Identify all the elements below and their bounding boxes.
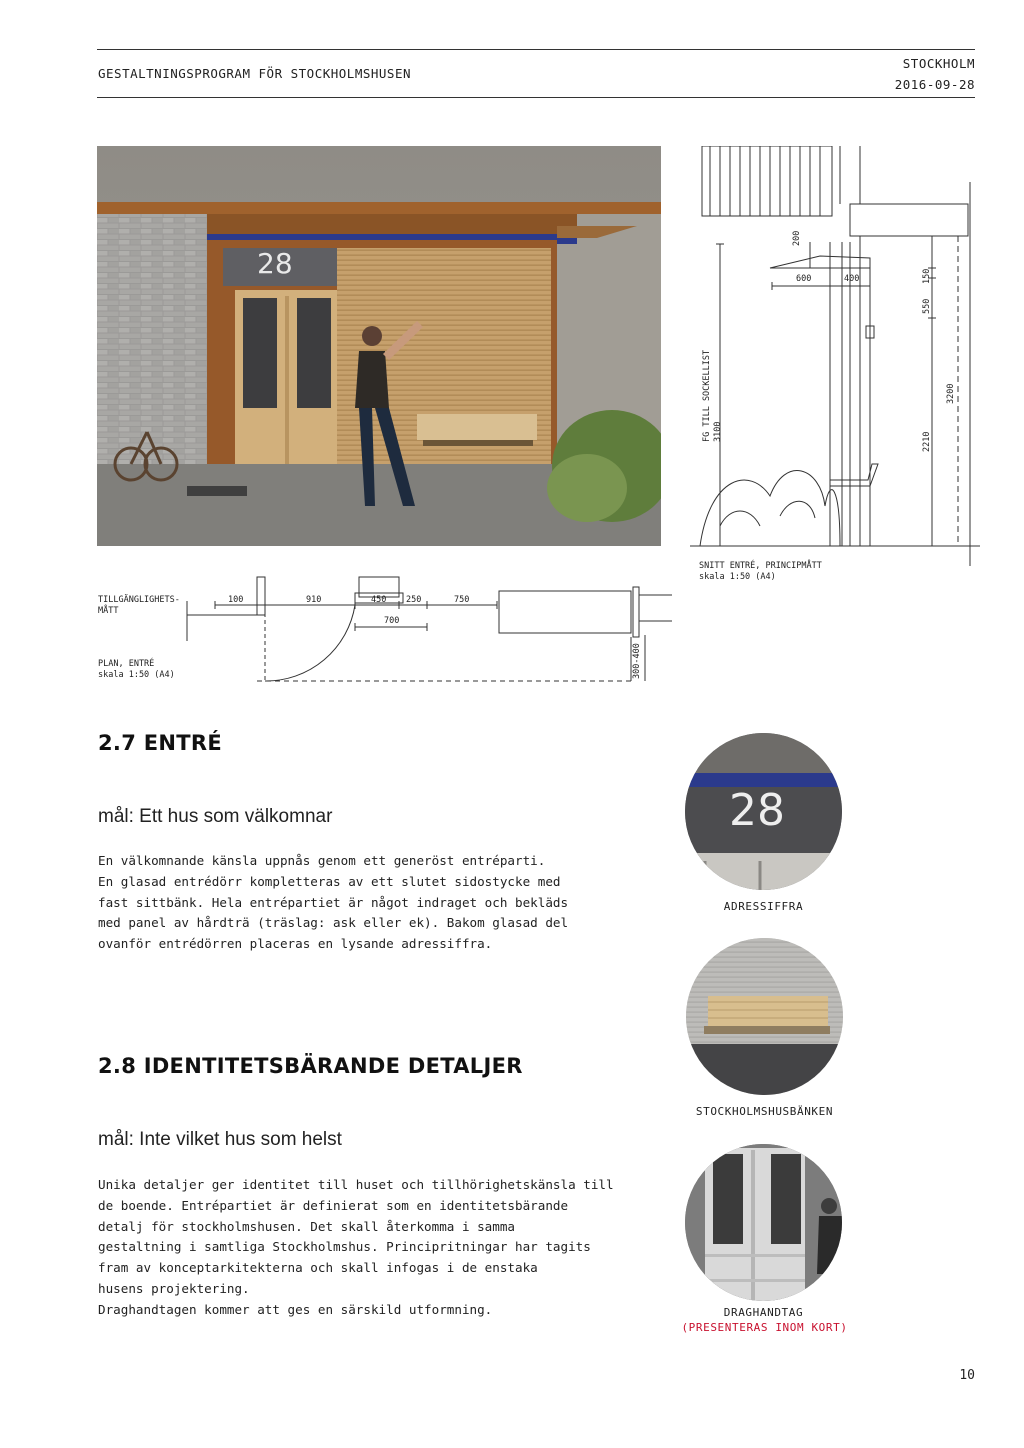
section-27-goal: mål: Ett hus som välkomnar: [98, 806, 333, 827]
dim-fg-label: FG TILL SOCKELLIST: [702, 349, 712, 442]
dim-250: 250: [406, 595, 422, 605]
section-27-line: En glasad entrédörr kompletteras av ett slutet sidostycke med: [98, 873, 561, 889]
door-handle-detail-image: [685, 1144, 842, 1301]
section-28-goal: mål: Inte vilket hus som helst: [98, 1129, 342, 1150]
handle-detail-svg: [685, 1144, 842, 1301]
entrance-rendering: [97, 146, 661, 546]
dim-910: 910: [306, 595, 322, 605]
section-28-body: [98, 1175, 614, 1321]
dim-fg-till-sockellist: [702, 350, 724, 442]
page-number: 10: [959, 1368, 975, 1383]
section-28-line: detalj för stockholmshusen. Det skall återkomma i samma: [98, 1218, 516, 1234]
section-27-line: En välkomnande känsla uppnås genom ett generöst entréparti.: [98, 853, 546, 868]
dim-400: 400: [844, 274, 860, 284]
caption-draghandtag: DRAGHANDTAG: [723, 1306, 804, 1319]
caption-adressiffra: ADRESSIFFRA: [723, 900, 804, 913]
dim-300-400: 300-400: [632, 643, 642, 679]
entrance-rendering-svg: [97, 146, 661, 546]
dim-550: 550: [922, 298, 932, 314]
header-city: STOCKHOLM: [902, 56, 975, 71]
bench-detail-image: [686, 938, 843, 1095]
plan-label-access-line1: TILLGÄNGLIGHETS-: [98, 595, 180, 605]
section-drawing: [690, 146, 980, 566]
dim-2210: 2210: [922, 431, 932, 452]
plan-label-access-line2: MÅTT: [98, 606, 119, 616]
section-27-line: med panel av hårdträ (träslag: ask eller ek). Bakom glasad del: [98, 915, 569, 931]
section-28-heading: 2.8 IDENTITETSBÄRANDE DETALJER: [98, 1054, 523, 1078]
header-top-rule: [97, 49, 975, 50]
section-28-line: gestaltning i samtliga Stockholmshus. Principritningar har tagits: [98, 1239, 591, 1255]
address-digit: 28: [729, 785, 785, 836]
section-27-body: [98, 851, 568, 955]
section-28-line: Draghandtagen kommer att ges en särskild utformning.: [98, 1301, 493, 1317]
caption-draghandtag-note: (PRESENTERAS INOM KORT): [681, 1321, 848, 1334]
section-28-line: fram av konceptarkitekterna och skall infogas i de enstaka: [98, 1260, 538, 1276]
section-caption: [699, 561, 822, 583]
dim-3100: 3100: [713, 421, 723, 442]
section-28-line: husens projektering.: [98, 1280, 250, 1296]
document-title: GESTALTNINGSPROGRAM FÖR STOCKHOLMSHUSEN: [98, 66, 411, 81]
dim-100: 100: [228, 595, 244, 605]
plan-caption: [98, 659, 175, 681]
header-date: 2016-09-28: [894, 77, 975, 92]
section-27-line: ovanför entrédörren placeras en lysande adressiffra.: [98, 936, 493, 952]
dim-750: 750: [454, 595, 470, 605]
dim-450: 450: [371, 595, 387, 605]
section-27-heading: 2.7 ENTRÉ: [98, 731, 222, 755]
caption-stockholmshusbanken: STOCKHOLMSHUSBÄNKEN: [695, 1105, 834, 1118]
address-digit-detail-image: [685, 733, 842, 890]
plan-caption-scale: skala 1:50 (A4): [98, 670, 175, 680]
address-number-sign: 28: [257, 247, 293, 280]
section-28-line: de boende. Entrépartiet är definierat som en identitetsbärande: [98, 1197, 569, 1213]
bench-detail-svg: [686, 938, 843, 1095]
dim-3200: 3200: [946, 383, 956, 404]
dim-700: 700: [384, 616, 400, 626]
section-caption-scale: skala 1:50 (A4): [699, 572, 776, 582]
plan-label-access: [98, 595, 180, 617]
plan-drawing-svg: [97, 575, 672, 690]
plan-drawing: [97, 575, 672, 690]
dim-150: 150: [922, 268, 932, 284]
section-drawing-svg: [690, 146, 980, 566]
section-caption-title: SNITT ENTRÉ, PRINCIPMÅTT: [699, 561, 822, 571]
section-28-line: Unika detaljer ger identitet till huset och tillhörighetskänsla till: [98, 1177, 614, 1192]
dim-600: 600: [796, 274, 812, 284]
header-bottom-rule: [97, 97, 975, 98]
section-27-line: fast sittbänk. Hela entrépartiet är något indraget och bekläds: [98, 894, 569, 910]
dim-200: 200: [792, 230, 802, 246]
plan-caption-title: PLAN, ENTRÉ: [98, 659, 155, 669]
